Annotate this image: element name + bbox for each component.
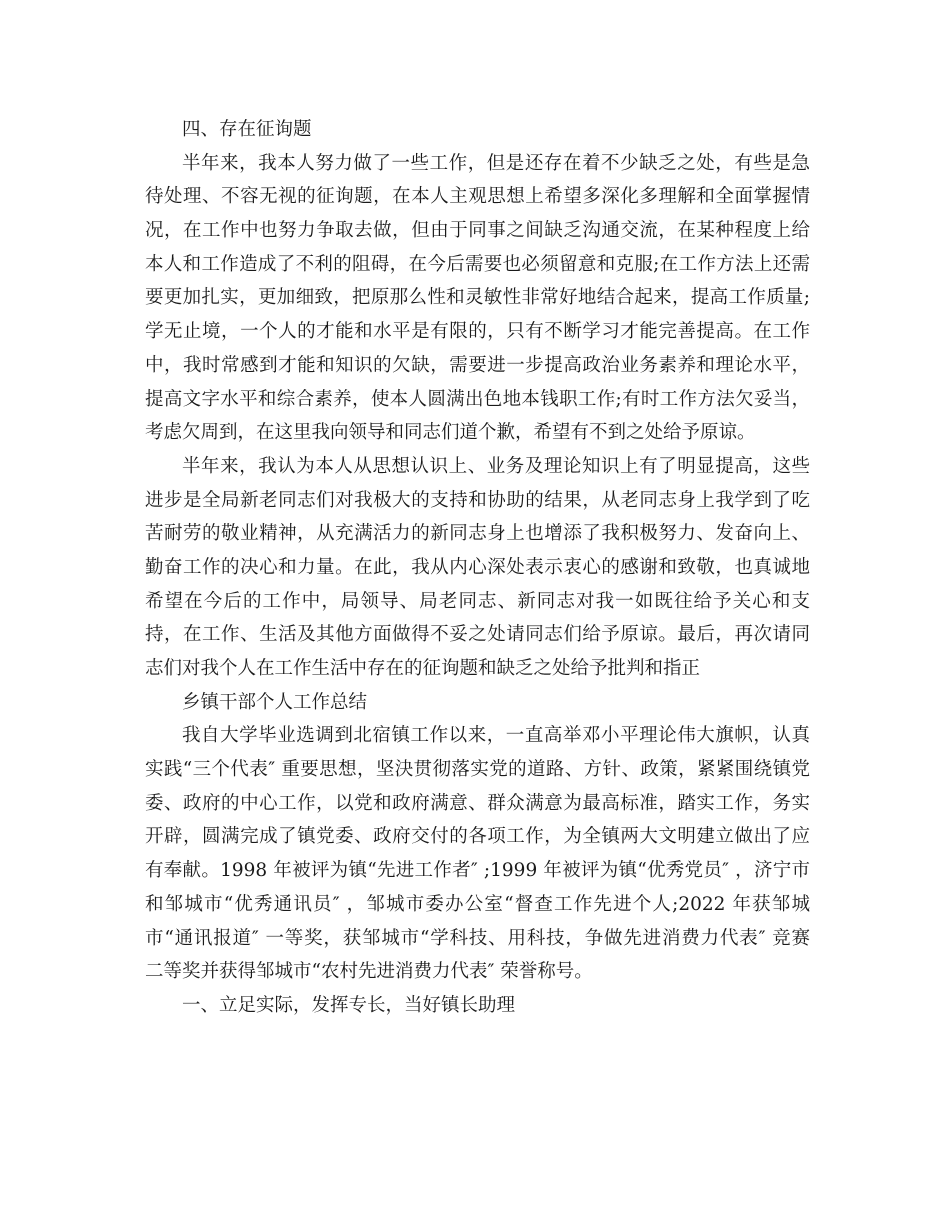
text-line: 希望在今后的工作中，局领导、局老同志、新同志对我一如既往给予关心和支 xyxy=(145,590,810,612)
text-line: 四、存在征询题 xyxy=(182,119,312,140)
text-line: 提高文字水平和综合素养，使本人圆满出色地本钱职工作;有时工作方法欠妥当， xyxy=(145,388,810,410)
text-line: 半年来，我本人努力做了一些工作，但是还存在着不少缺乏之处，有些是急 xyxy=(182,152,810,174)
text-line: 况，在工作中也努力争取去做，但由于同事之间缺乏沟通交流，在某种程度上给 xyxy=(145,220,810,242)
text-line: 本人和工作造成了不利的阻碍，在今后需要也必须留意和克服;在工作方法上还需 xyxy=(145,253,810,275)
text-line: 考虑欠周到，在这里我向领导和同志们道个歉，希望有不到之处给予原谅。 xyxy=(145,422,756,444)
text-line: 我自大学毕业选调到北宿镇工作以来，一直高举邓小平理论伟大旗帜，认真 xyxy=(182,725,810,747)
text-line: 委、政府的中心工作，以党和政府满意、群众满意为最高标准，踏实工作，务实 xyxy=(145,792,810,814)
text-line: 勤奋工作的决心和力量。在此，我从内心深处表示衷心的感谢和致敬，也真诚地 xyxy=(145,556,810,578)
text-line: 一、立足实际，发挥专长，当好镇长助理 xyxy=(182,994,516,1016)
text-line: 要更加扎实，更加细致，把原那么性和灵敏性非常好地结合起来，提高工作质量; xyxy=(145,287,810,309)
text-line: 中，我时常感到才能和知识的欠缺，需要进一步提高政治业务素养和理论水平， xyxy=(145,354,810,376)
text-line: 有奉献。1998 年被评为镇“先进工作者″ ;1999 年被评为镇“优秀党员″ ，济宁市 xyxy=(145,860,810,882)
text-line: 开辟，圆满完成了镇党委、政府交付的各项工作，为全镇两大文明建立做出了应 xyxy=(145,826,810,848)
text-line: 市“通讯报道″ 一等奖，获邹城市“学科技、用科技，争做先进消费力代表″ 竞赛 xyxy=(145,927,810,949)
text-line: 进步是全局新老同志们对我极大的支持和协助的结果，从老同志身上我学到了吃 xyxy=(145,489,810,511)
text-line: 待处理、不容无视的征询题，在本人主观思想上希望多深化多理解和全面掌握情 xyxy=(145,186,810,208)
text-line: 乡镇干部个人工作总结 xyxy=(182,691,368,713)
text-line: 二等奖并获得邹城市“农村先进消费力代表″ 荣誉称号。 xyxy=(145,961,593,983)
text-line: 志们对我个人在工作生活中存在的征询题和缺乏之处给予批判和指正 xyxy=(145,658,701,679)
text-line: 苦耐劳的敬业精神，从充满活力的新同志身上也增添了我积极努力、发奋向上、 xyxy=(145,523,810,545)
text-line: 和邹城市“优秀通讯员″ ，邹城市委办公室“督查工作先进个人;2022 年获邹城 xyxy=(145,893,810,915)
text-line: 持，在工作、生活及其他方面做得不妥之处请同志们给予原谅。最后，再次请同 xyxy=(145,624,810,646)
text-line: 学无止境，一个人的才能和水平是有限的，只有不断学习才能完善提高。在工作 xyxy=(145,321,810,343)
document-body xyxy=(145,113,810,1023)
text-line: 半年来，我认为本人从思想认识上、业务及理论知识上有了明显提高，这些 xyxy=(182,455,810,477)
text-line: 实践“三个代表″ 重要思想，坚決贯彻落实党的道路、方针、政策，紧紧围绕镇党 xyxy=(145,759,810,781)
